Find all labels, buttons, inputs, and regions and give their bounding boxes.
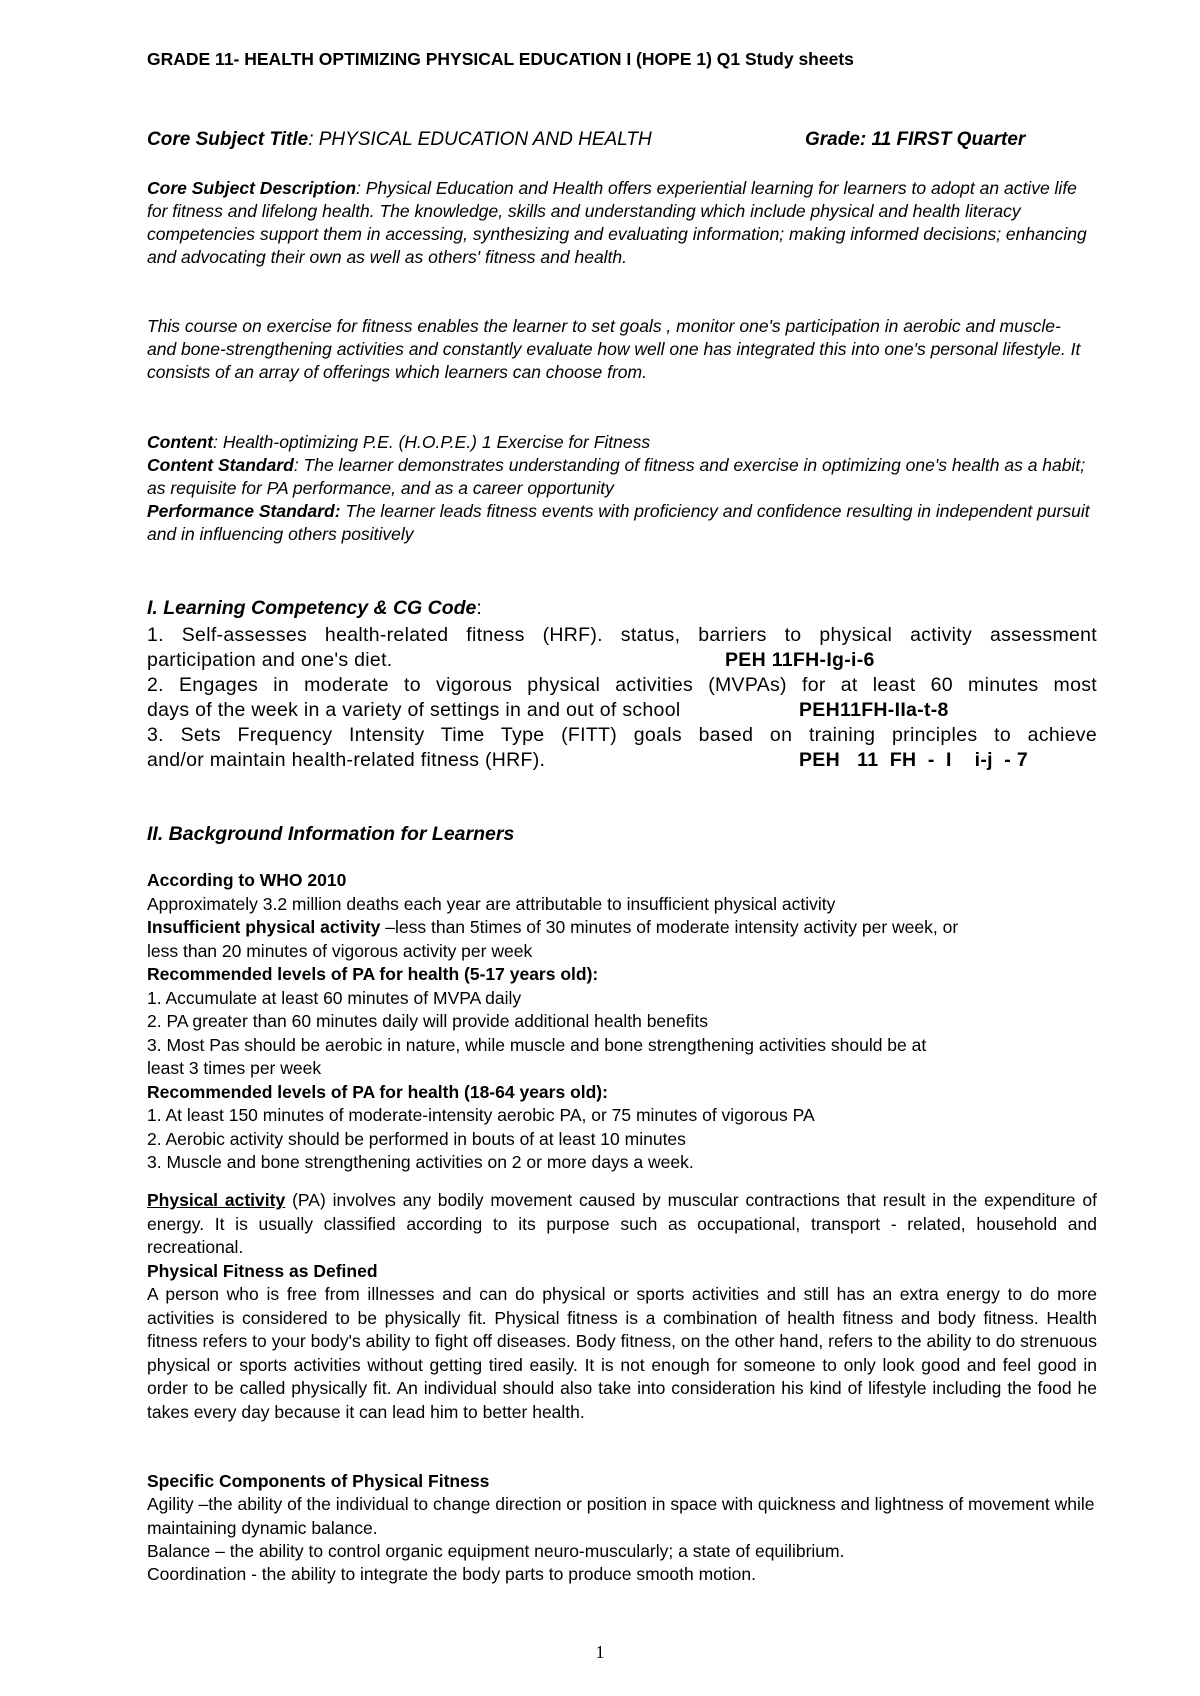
physical-fitness-heading: Physical Fitness as Defined [147,1261,378,1281]
insufficient-label: Insufficient physical activity [147,917,381,937]
competency-item-line2: and/or maintain health-related fitness (HRF). [147,749,546,771]
competency-item-line2: participation and one's diet. [147,649,393,671]
rec-adult-heading: Recommended levels of PA for health (18-64 years old): [147,1081,608,1102]
rec-young-item: 1. Accumulate at least 60 minutes of MVPA daily [147,987,522,1008]
who-section [147,869,1097,1175]
competency-item-line1: 3. Sets Frequency Intensity Time Type (FITT) goals based on training principles to achieve [147,724,1097,746]
content-line [147,431,1097,454]
competency-item-line2: days of the week in a variety of settings in and out of school [147,699,681,721]
competency-item-line1: 1. Self-assesses health-related fitness (HRF). status, barriers to physical activity assessment [147,624,1097,646]
core-subject-title-label: Core Subject Title [147,129,309,150]
insufficient-text-1: –less than 5times of 30 minutes of moderate intensity activity per week, or [380,917,959,937]
rec-adult-item: 3. Muscle and bone strengthening activities on 2 or more days a week. [147,1152,694,1172]
rec-young-heading: Recommended levels of PA for health (5-17 years old): [147,964,599,984]
rec-young-item: 3. Most Pas should be aerobic in nature, while muscle and bone strengthening activities should be at [147,1034,927,1055]
physical-activity-label: Physical activity [147,1190,286,1210]
content-standard [147,454,1097,500]
content-text: : Health-optimizing P.E. (H.O.P.E.) 1 Exercise for Fitness [213,432,651,452]
competency-heading-text: I. Learning Competency & CG Code [147,597,477,619]
rec-adult-item: 2. Aerobic activity should be performed in bouts of at least 10 minutes [147,1128,686,1149]
components-heading: Specific Components of Physical Fitness [147,1471,490,1491]
physical-activity-text: (PA) involves any bodily movement caused by muscular contractions that result in the expenditure of energy. It is usually classified according to its purpose such as occupational, transport - related, household and recreational. [147,1190,1097,1257]
physical-fitness-text: A person who is free from illnesses and can do physical or sports activities and still has an extra energy to do more activities is considered to be physically fit. Physical fitness is a combination of health fitness and body fitness. Health fitness refers to your body's ability to fight off diseases. Body fitness, on the other hand, refers to the ability to do strenuous physical or sports activities without getting tired easily. It is not enough for someone to only look good and feel good in order to be called physically fit. An individual should also take into consideration his kind of lifestyle including the food he takes every day because it can lead him to better health. [147,1284,1097,1422]
core-subject-description-label: Core Subject Description [147,178,357,198]
core-subject-description [147,177,1097,269]
content-standard-text: : The learner demonstrates understanding of fitness and exercise in optimizing one's health as a habit; as requisite for PA performance, and as a career opportunity [147,455,1086,498]
rec-adult-item: 1. At least 150 minutes of moderate-intensity aerobic PA, or 75 minutes of vigorous PA [147,1105,815,1125]
performance-standard-label: Performance Standard: [147,501,341,521]
performance-standard-text: The learner leads fitness events with proficiency and confidence resulting in independent pursuit and in influencing others positively [147,501,1090,544]
physical-activity-definition [147,1189,1097,1260]
insufficient-line-1 [147,916,1097,940]
competency-code: PEH 11 FH - I i-j - 7 [799,749,1028,771]
who-heading: According to WHO 2010 [147,870,347,890]
competency-item-line2-row [147,648,1097,673]
insufficient-text-2: less than 20 minutes of vigorous activity per week [147,940,533,961]
competency-code: PEH11FH-IIa-t-8 [799,699,949,721]
coordination-definition: Coordination - the ability to integrate the body parts to produce smooth motion. [147,1564,756,1584]
core-subject-title-value: : PHYSICAL EDUCATION AND HEALTH [308,129,652,150]
course-description-part-2: and bone-strengthening activities and constantly evaluate how well one has integrated this into one's personal lifestyle. It consists of an array of offerings which learners can choose from. [147,339,1081,382]
rec-young-item: least 3 times per week [147,1058,322,1078]
who-text: Approximately 3.2 million deaths each year are attributable to insufficient physical activity [147,893,836,914]
content-standard-label: Content Standard [147,455,294,475]
course-description-part-1: This course on exercise for fitness enables the learner to set goals , monitor one's participation in aerobic and muscle- [147,316,1061,336]
balance-definition: Balance – the ability to control organic equipment neuro-muscularly; a state of equilibrium. [147,1541,845,1561]
competency-item-line2-row [147,748,1097,773]
competency-item-line2-row [147,698,1097,723]
competency-code: PEH 11FH-Ig-i-6 [725,649,875,671]
competency-item [147,673,1097,723]
grade-quarter: Grade: 11 FIRST Quarter [805,129,1026,150]
course-description [147,315,1097,384]
core-subject-description-text: : Physical Education and Health offers experiential learning for learners to adopt an active life for fitness and lifelong health. The knowledge, skills and understanding which include physical and health literacy competencies support them in accessing, synthesizing and evaluating information; making informed decisions; enhancing and advocating their own as well as others' fitness and health. [147,178,1087,267]
performance-standard [147,500,1097,546]
competency-item [147,723,1097,773]
background-heading: II. Background Information for Learners [147,823,515,845]
competency-list [147,623,1097,773]
rec-young-item: 2. PA greater than 60 minutes daily will provide additional health benefits [147,1011,708,1031]
content-standards-block [147,431,1097,546]
document-header: GRADE 11- HEALTH OPTIMIZING PHYSICAL EDUCATION I (HOPE 1) Q1 Study sheets [147,49,854,69]
agility-definition: Agility –the ability of the individual to change direction or position in space with quickness and lightness of movement while maintaining dynamic balance. [147,1494,1095,1538]
competency-item [147,623,1097,673]
competency-item-line1: 2. Engages in moderate to vigorous physical activities (MVPAs) for at least 60 minutes most [147,674,1097,696]
content-label: Content [147,432,214,452]
core-subject-title-line [147,129,1097,151]
competency-heading-colon: : [476,597,482,619]
page-number: 1 [595,1642,605,1662]
competency-heading [147,597,482,620]
